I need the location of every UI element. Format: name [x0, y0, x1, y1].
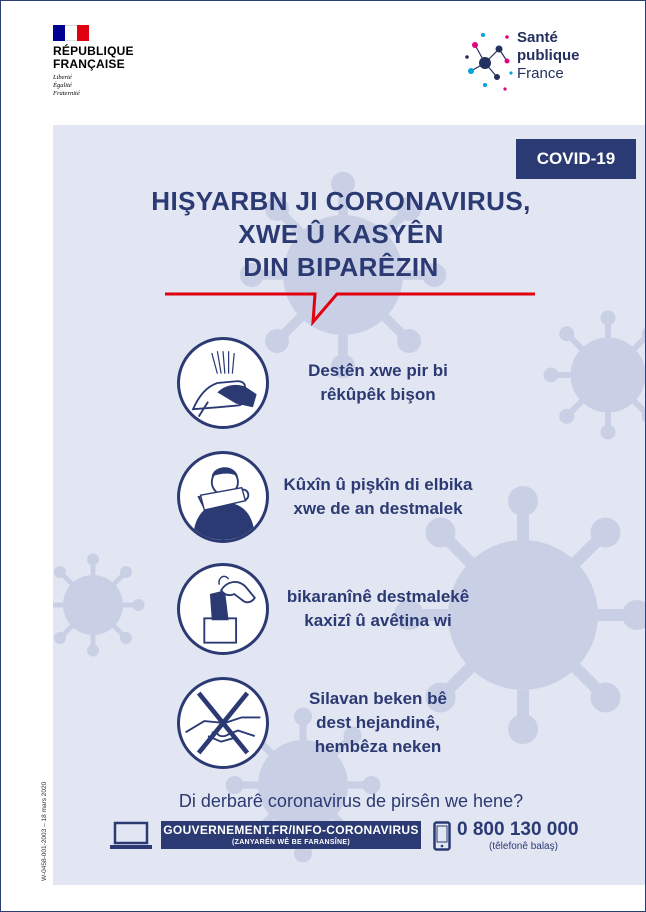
hotline-free-call-note: (têlefonê balaş)	[489, 841, 558, 852]
advice-text-handwashing	[269, 337, 487, 429]
advice-line: dest hejandinê,	[316, 713, 440, 732]
advice-line: rêkûpêk bişon	[320, 385, 436, 404]
advice-row-tissue	[177, 563, 617, 655]
contact-footer	[109, 819, 609, 855]
title-line-2: XWE Û KASYÊN	[238, 219, 444, 249]
motto-fraternite: Fraternité	[53, 90, 80, 97]
agency-name-france: France	[517, 65, 564, 82]
disposable-tissue-icon	[177, 563, 269, 655]
advice-line: Kûxîn û pişkîn di elbika	[283, 475, 473, 494]
motto-liberte: Liberté	[53, 74, 72, 81]
cough-into-elbow-icon	[177, 451, 269, 543]
info-website-url[interactable]: GOUVERNEMENT.FR/INFO-CORONAVIRUS	[163, 823, 419, 837]
advice-text-tissue	[269, 563, 487, 655]
coronavirus-question: Di derbarê coronavirus de pirsên we hene?	[178, 791, 524, 811]
republic-name-line2: FRANÇAISE	[53, 57, 125, 71]
advice-line: Silavan beken bê	[309, 689, 447, 708]
advice-row-cough	[177, 451, 617, 543]
handwashing-icon	[177, 337, 269, 429]
title-line-3: DIN BIPARÊZIN	[243, 252, 439, 282]
advice-line: hembêza neken	[314, 737, 442, 756]
title-line-1: HIŞYARBN JI CORONAVIRUS,	[151, 186, 531, 216]
republic-motto	[53, 74, 163, 98]
laptop-icon	[109, 821, 153, 851]
motto-egalite: Égalité	[53, 82, 72, 89]
republic-name-line1: RÉPUBLIQUE	[53, 44, 134, 58]
agency-name	[517, 29, 580, 83]
advice-row-no-handshake	[177, 677, 617, 769]
covid-19-badge: COVID-19	[516, 139, 636, 179]
document-reference-code: W-0458-001-2003 – 18 mars 2020	[41, 781, 48, 881]
advice-row-handwashing	[177, 337, 617, 429]
sante-publique-france-logo	[463, 27, 613, 97]
advice-text-cough	[269, 451, 487, 543]
french-flag-icon	[53, 25, 89, 41]
mobile-phone-icon	[433, 821, 451, 851]
hotline-phone-number[interactable]: 0 800 130 000	[457, 819, 579, 840]
advice-line: bikaranînê destmalekê	[286, 587, 470, 606]
page-title	[91, 185, 591, 284]
info-website-note: (ZANYARÊN WÊ BE FARANSÎNE)	[232, 839, 350, 846]
republique-francaise-logo	[53, 25, 163, 98]
speech-bubble-underline-icon	[165, 286, 537, 326]
advice-line: xwe de an destmalek	[293, 499, 463, 518]
advice-line: kaxizî û avêtina wi	[304, 611, 452, 630]
advice-text-no-handshake	[269, 677, 487, 769]
advice-line: Destên xwe pir bi	[308, 361, 448, 380]
agency-name-publique: publique	[517, 47, 580, 64]
no-handshake-icon	[177, 677, 269, 769]
molecule-dots-icon	[463, 27, 517, 97]
info-website-link[interactable]	[161, 821, 421, 849]
agency-name-sante: Santé	[517, 29, 558, 46]
